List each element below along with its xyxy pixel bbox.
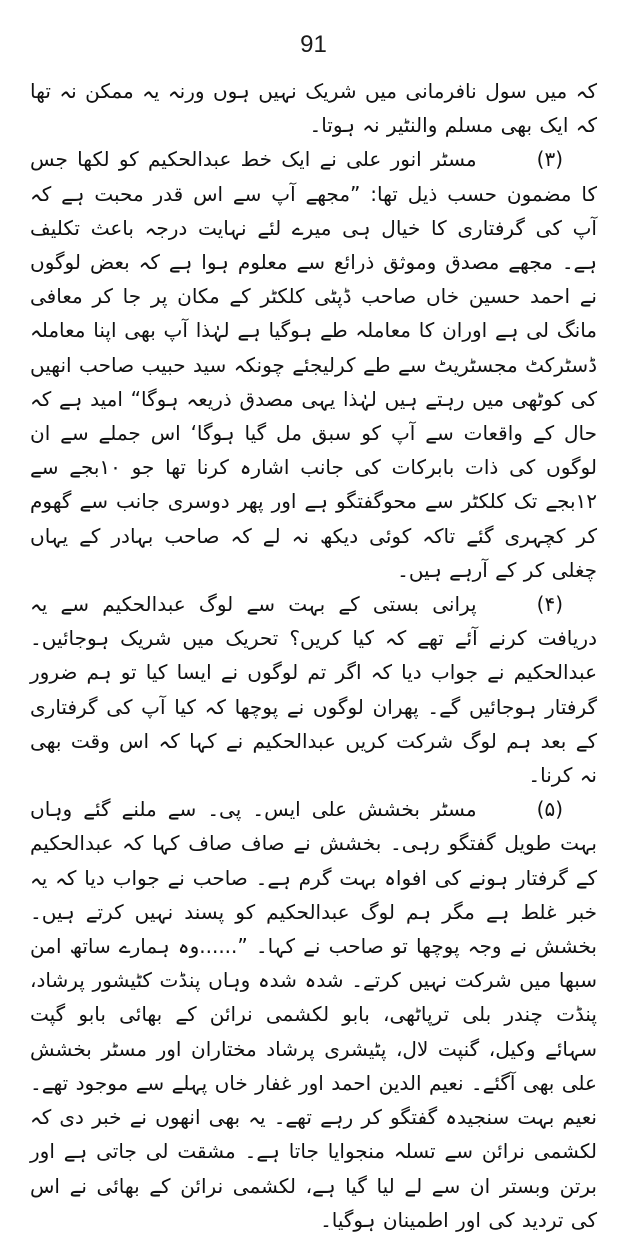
paragraph-1 — [30, 74, 597, 142]
page-body — [30, 74, 597, 1237]
paragraph-3 — [30, 587, 597, 792]
paragraph-3-number: (۴) — [536, 592, 563, 617]
paragraph-1-text: کہ میں سول نافرمانی میں شریک نہیں ہوں ورنہ یہ ممکن نہ تھا کہ ایک بھی مسلم والنٹیر نہ ہوتا۔ — [30, 79, 597, 138]
paragraph-4-text: مسٹر بخشش علی ایس۔ پی۔ سے ملنے گئے وہاں بہت طویل گفتگو رہی۔ بخشش نے صاف صاف کہا کہ عبدالحکیم کے گرفتار ہونے کی افواہ بہت گرم ہے۔ صاحب نے جواب دیا کہ یہ خبر غلط ہے مگر ہم لوگ عبدالحکیم کو پسند نہیں کرتے ہیں۔ بخشش نے وجہ پوچھا تو صاحب نے کہا۔ ”......وہ ہمارے ساتھ امن سبھا میں شرکت نہیں کرتے۔ شدہ شدہ وہاں پنڈت کٹیشور پرشاد، پنڈت چندر بلی ترپاٹھی، بابو لکشمی نرائن کے بھائی بابو گپت سہائے وکیل، گنپت لال، پٹیشری پرشاد مختاران اور مسٹر بخشش علی بھی آگئے۔ نعیم الدین احمد اور غفار خاں پہلے سے موجود تھے۔ نعیم بہت سنجیدہ گفتگو کر رہے تھے۔ یہ بھی انھوں نے خبر دی کہ لکشمی نرائن سے تسلہ منجوایا جاتا ہے۔ مشقت لی جاتی ہے اور برتن وبستر ان سے لے لیا گیا ہے، لکشمی نرائن کے بھائی نے اس کی تردید کی اور اطمینان ہوگیا۔ — [30, 797, 598, 1232]
paragraph-2-text: مسٹر انور علی نے ایک خط عبدالحکیم کو لکھا جس کا مضمون حسب ذیل تھا: ”مجھے آپ سے اس قدر محبت ہے کہ آپ کی گرفتاری کا خیال ہی میرے لئے نہایت درجہ باعث تکلیف ہے۔ مجھے مصدق وموثق ذرائع سے معلوم ہوا ہے کہ بعض لوگوں نے احمد حسین خاں صاحب ڈپٹی کلکٹر کے مکان پر جا کر معافی مانگ لی ہے اوران کا معاملہ طے ہوگیا ہے لہٰذا آپ بھی اپنا معاملہ ڈسٹرکٹ مجسٹریٹ سے طے کرلیجئے چونکہ سید حبیب صاحب انھیں کی کوٹھی میں رہتے ہیں لہٰذا یہی مصدق ذریعہ ہوگا“ امید ہے کہ حال کے واقعات سے آپ کو سبق مل گیا ہوگا‘ اس جملے سے ان لوگوں کی ذات بابرکات کی جانب اشارہ کرنا تھا جو ۱۰بجے سے ۱۲بجے تک کلکٹر سے محوگفتگو ہے اور پھر دوسری جانب سے گھوم کر کچہری گئے تاکہ کوئی دیکھ نہ لے کہ صاحب بہادر کے یہاں چغلی کر کے آرہے ہیں۔ — [30, 147, 597, 582]
paragraph-4-number: (۵) — [536, 797, 563, 822]
paragraph-2-number: (۳) — [536, 147, 563, 172]
page-number: 91 — [300, 31, 327, 58]
paragraph-2 — [30, 142, 597, 587]
paragraph-3-text: پرانی بستی کے بہت سے لوگ عبدالحکیم سے یہ دریافت کرنے آئے تھے کہ کیا کریں؟ تحریک میں شریک ہوجائیں۔ عبدالحکیم نے جواب دیا کہ اگر تم لوگوں نے ایسا کیا تو ہم ضرور گرفتار ہوجائیں گے۔ پھران لوگوں نے پوچھا کہ کیا آپ کی گرفتاری کے بعد ہم لوگ شرکت کریں عبدالحکیم نے کہا کہ اس وقت بھی نہ کرنا۔ — [30, 592, 597, 788]
paragraph-4 — [30, 792, 597, 1237]
